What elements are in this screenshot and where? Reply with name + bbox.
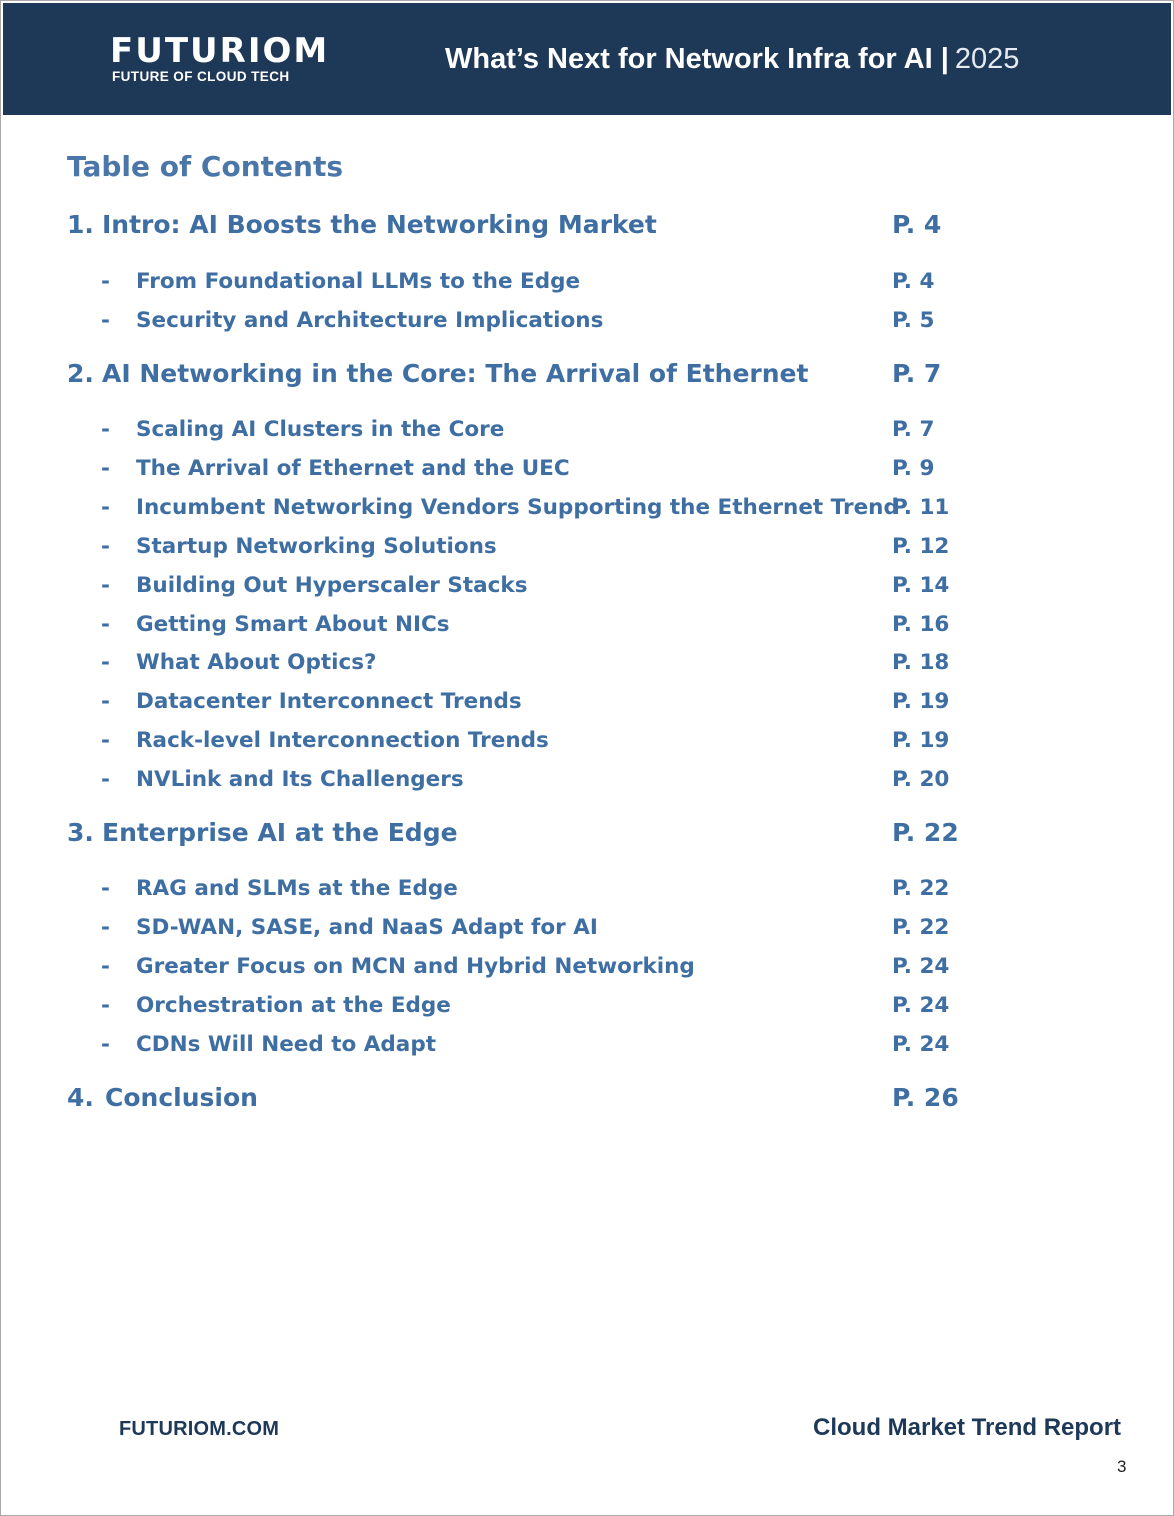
- section-page: P. 4: [892, 210, 942, 239]
- item-dash: -: [101, 650, 110, 675]
- item-page: P. 16: [892, 612, 950, 637]
- item-page: P. 7: [892, 417, 935, 442]
- item-title: Getting Smart About NICs: [136, 612, 450, 637]
- item-title: Incumbent Networking Vendors Supporting the Ethernet Trend: [136, 495, 899, 520]
- item-page: P. 18: [892, 650, 950, 675]
- item-title: RAG and SLMs at the Edge: [136, 876, 458, 901]
- item-title: Datacenter Interconnect Trends: [136, 689, 522, 714]
- item-page: P. 24: [892, 993, 950, 1018]
- section-title: Enterprise AI at the Edge: [102, 818, 458, 847]
- item-dash: -: [101, 534, 110, 559]
- report-title-text: What’s Next for Network Infra for AI: [445, 43, 933, 75]
- item-page: P. 5: [892, 308, 935, 333]
- item-dash: -: [101, 269, 110, 294]
- item-dash: -: [101, 612, 110, 637]
- item-dash: -: [101, 689, 110, 714]
- section-number: 1.: [67, 210, 94, 239]
- section-page: P. 7: [892, 359, 942, 388]
- section-number: 3.: [67, 818, 94, 847]
- item-title: NVLink and Its Challengers: [136, 767, 464, 792]
- item-title: Scaling AI Clusters in the Core: [136, 417, 505, 442]
- item-page: P. 4: [892, 269, 935, 294]
- page-number: 3: [1117, 1457, 1127, 1476]
- item-title: Rack-level Interconnection Trends: [136, 728, 549, 753]
- item-page: P. 22: [892, 876, 950, 901]
- header-banner: [3, 3, 1171, 115]
- item-title: Security and Architecture Implications: [136, 308, 604, 333]
- item-page: P. 24: [892, 954, 950, 979]
- item-dash: -: [101, 1032, 110, 1057]
- report-year: 2025: [954, 43, 1020, 75]
- section-number: 2.: [67, 359, 94, 388]
- item-title: What About Optics?: [136, 650, 377, 675]
- logo-tagline: FUTURE OF CLOUD TECH: [112, 69, 290, 84]
- item-page: P. 14: [892, 573, 950, 598]
- item-dash: -: [101, 308, 110, 333]
- logo-wordmark: FUTURIOM: [110, 31, 330, 71]
- item-page: P. 19: [892, 728, 950, 753]
- item-dash: -: [101, 876, 110, 901]
- title-separator: |: [940, 43, 949, 75]
- section-title: Conclusion: [105, 1083, 258, 1112]
- footer-website: FUTURIOM.COM: [119, 1418, 280, 1440]
- item-title: Orchestration at the Edge: [136, 993, 451, 1018]
- item-page: P. 9: [892, 456, 935, 481]
- item-title: SD-WAN, SASE, and NaaS Adapt for AI: [136, 915, 598, 940]
- item-dash: -: [101, 456, 110, 481]
- section-title: AI Networking in the Core: The Arrival of Ethernet: [102, 359, 809, 388]
- section-title: Intro: AI Boosts the Networking Market: [102, 210, 657, 239]
- item-title: The Arrival of Ethernet and the UEC: [136, 456, 570, 481]
- section-page: P. 26: [892, 1083, 959, 1112]
- item-dash: -: [101, 993, 110, 1018]
- futuriom-logo: [110, 33, 329, 85]
- section-number: 4.: [67, 1083, 94, 1112]
- item-page: P. 20: [892, 767, 950, 792]
- item-page: P. 24: [892, 1032, 950, 1057]
- item-dash: -: [101, 767, 110, 792]
- item-dash: -: [101, 954, 110, 979]
- item-title: From Foundational LLMs to the Edge: [136, 269, 581, 294]
- item-title: Building Out Hyperscaler Stacks: [136, 573, 528, 598]
- footer-report-name: Cloud Market Trend Report: [813, 1414, 1122, 1441]
- toc-heading: Table of Contents: [67, 150, 344, 183]
- item-page: P. 12: [892, 534, 950, 559]
- item-title: CDNs Will Need to Adapt: [136, 1032, 436, 1057]
- item-title: Greater Focus on MCN and Hybrid Networking: [136, 954, 695, 979]
- item-page: P. 22: [892, 915, 950, 940]
- item-page: P. 11: [892, 495, 950, 520]
- item-page: P. 19: [892, 689, 950, 714]
- item-title: Startup Networking Solutions: [136, 534, 497, 559]
- item-dash: -: [101, 495, 110, 520]
- report-title: [445, 41, 1019, 77]
- item-dash: -: [101, 573, 110, 598]
- item-dash: -: [101, 417, 110, 442]
- section-page: P. 22: [892, 818, 959, 847]
- item-dash: -: [101, 728, 110, 753]
- item-dash: -: [101, 915, 110, 940]
